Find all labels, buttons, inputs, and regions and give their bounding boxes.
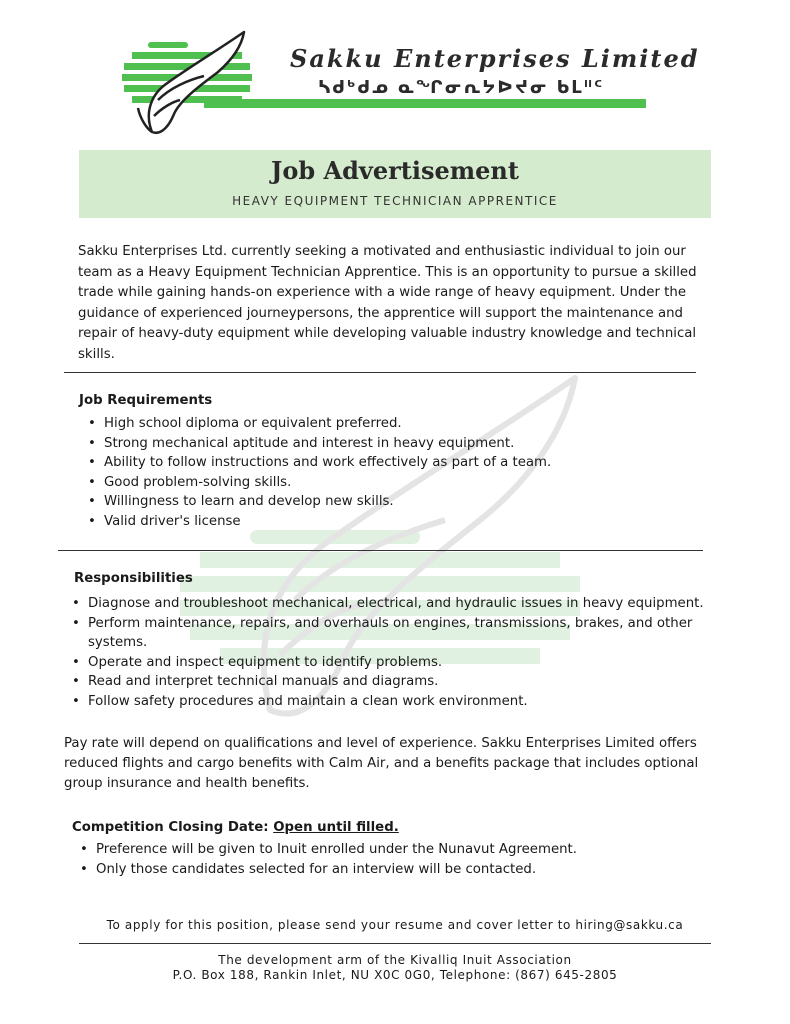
requirements-heading: Job Requirements	[79, 393, 213, 408]
list-item: • Read and interpret technical manuals and diagrams.	[64, 672, 704, 692]
list-item: • Strong mechanical aptitude and interest in heavy equipment.	[80, 434, 700, 454]
closing-notes-list	[72, 840, 712, 879]
responsibilities-heading: Responsibilities	[74, 571, 193, 586]
list-item: • Perform maintenance, repairs, and overhauls on engines, transmissions, brakes, and other systems.	[64, 614, 704, 653]
footer-organization: The development arm of the Kivalliq Inuit Association	[218, 953, 572, 967]
apply-instructions: To apply for this position, please send your resume and cover letter to hiring@sakku.ca	[106, 918, 684, 932]
closing-date	[72, 820, 399, 835]
company-name: Sakku Enterprises Limited	[290, 44, 700, 73]
list-item: • Good problem-solving skills.	[80, 473, 700, 493]
intro-paragraph: Sakku Enterprises Ltd. currently seeking a motivated and enthusiastic individual to join our team as a Heavy Equipment Technician Apprentice. This is an opportunity to pursue a skilled trade while gaining hands-on experience with a wide range of heavy equipment. Under the guidance of experienced journeypersons, the apprentice will support the maintenance and repair of heavy-duty equipment while developing valuable industry knowledge and technical skills.	[78, 244, 697, 362]
list-item: • Diagnose and troubleshoot mechanical, electrical, and hydraulic issues in heavy equipment.	[64, 594, 704, 614]
page-title: Job Advertisement	[271, 156, 519, 185]
header-accent-bar	[204, 99, 646, 108]
section-divider	[58, 550, 703, 551]
list-item: • High school diploma or equivalent preferred.	[80, 414, 700, 434]
pay-paragraph: Pay rate will depend on qualifications and level of experience. Sakku Enterprises Limited offers reduced flights and cargo benefits with Calm Air, and a benefits package that includes optional group insurance and health benefits.	[64, 736, 699, 791]
closing-date-value: Open until filled.	[273, 820, 399, 835]
list-item: • Follow safety procedures and maintain a clean work environment.	[64, 692, 704, 712]
job-title-subtitle: HEAVY EQUIPMENT TECHNICIAN APPRENTICE	[232, 194, 558, 208]
footer-divider	[79, 943, 711, 944]
responsibilities-list	[64, 594, 704, 711]
closing-date-label: Competition Closing Date:	[72, 820, 269, 835]
list-item: • Ability to follow instructions and work effectively as part of a team.	[80, 453, 700, 473]
list-item: • Only those candidates selected for an interview will be contacted.	[72, 860, 712, 880]
list-item: • Valid driver's license	[80, 512, 700, 532]
footer-contact: P.O. Box 188, Rankin Inlet, NU X0C 0G0, Telephone: (867) 645-2805	[172, 968, 618, 982]
requirements-list	[80, 414, 700, 531]
section-divider	[64, 372, 696, 373]
list-item: • Operate and inspect equipment to identify problems.	[64, 653, 704, 673]
list-item: • Willingness to learn and develop new skills.	[80, 492, 700, 512]
company-logo	[118, 28, 258, 140]
company-name-syllabics: ᓴᑯᒃᑯᓄ ᓇᖏᓂᕆᔭᐅᔪᓂ ᑲᒪᐦᑦ	[318, 78, 605, 98]
list-item: • Preference will be given to Inuit enrolled under the Nunavut Agreement.	[72, 840, 712, 860]
